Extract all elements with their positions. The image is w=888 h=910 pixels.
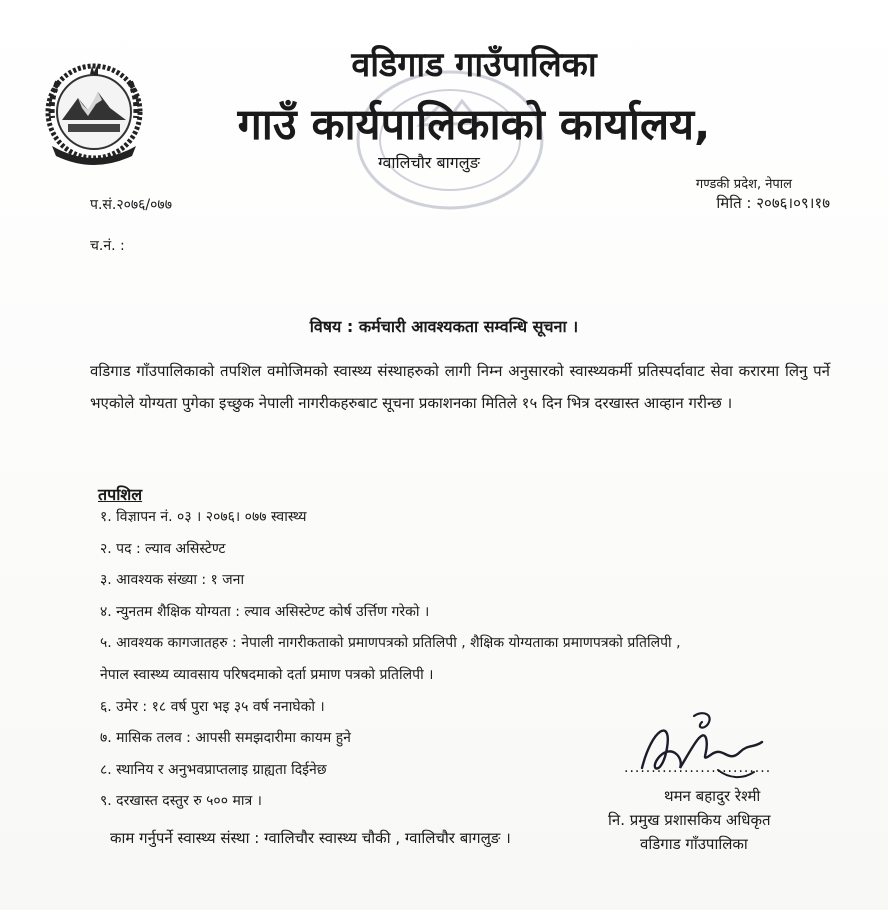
reference-number: प.सं.२०७६/०७७ <box>90 197 172 213</box>
office-address: ग्वालिचौर बागलुङ <box>378 153 480 172</box>
schedule-heading: तपशिल <box>98 485 143 504</box>
workplace-text: काम गर्नुपर्ने स्वास्थ्य संस्था : ग्वालिचौर स्वास्थ्य चौकी , ग्वालिचौर बागलुङ । <box>110 829 511 847</box>
schedule-item-qualification: ४. न्युनतम शैक्षिक योग्यता : ल्याव असिस्टेण्ट कोर्ष उर्त्तिण गरेको । <box>100 603 430 620</box>
schedule-item-age: ६. उमेर : १८ वर्ष पुरा भइ ३५ वर्ष ननाघेको । <box>100 698 325 715</box>
handwritten-signature <box>632 708 772 790</box>
notice-subject: विषय : कर्मचारी आवश्यकता सम्वन्धि सूचना । <box>309 317 579 336</box>
schedule-item-count: ३. आवश्यक संख्या : १ जना <box>100 572 245 588</box>
schedule-item-ad-number: १. विज्ञापन नं. ०३ । २०७६। ०७७ स्वास्थ्य <box>100 509 307 525</box>
schedule-item-priority: ८. स्थानिय र अनुभवप्राप्तलाइ ग्राह्यता दिईनेछ <box>100 761 327 778</box>
province-label: गण्डकी प्रदेश, नेपाल <box>695 177 792 192</box>
signatory-post: नि. प्रमुख प्रशासकिय अधिकृत <box>608 811 771 829</box>
schedule-item-documents: ५. आवश्यक कागजातहरु : नेपाली नागरीकताको प्रमाणपत्रको प्रतिलिपी , शैक्षिक योग्यताका प्रमाणपत्रको प्रतिलिपी , <box>100 635 681 651</box>
signatory-name: थमन बहादुर रेश्मी <box>664 787 761 805</box>
schedule-item-fee: ९. दरखास्त दस्तुर रु ५०० मात्र । <box>100 793 262 809</box>
schedule-item-salary: ७. मासिक तलव : आपसी समझदारीमा कायम हुने <box>100 730 351 746</box>
notice-body: वडिगाड गाँउपालिकाको तपशिल वमोजिमको स्वास्थ्य संस्थाहरुको लागी निम्न अनुसारको स्वास्थ्यकर्मी प्रतिस्पर्दावाट सेवा करारमा लिनु पर्ने भएकोले योग्यता पुगेका इच्छुक नेपाली नागरीकहरुबाट सूचना प्रकाशनका मितिले १५ दिन भित्र दरखास्त आव्हान गरीन्छ । <box>90 362 830 412</box>
schedule-item-position: २. पद : ल्याव असिस्टेण्ट <box>100 540 226 557</box>
letter-date: मिति : २०७६।०९।१७ <box>716 194 830 212</box>
signatory-organization: वडिगाड गाँउपालिका <box>640 835 748 853</box>
municipality-name: वडिगाड गाउँपालिका <box>351 45 597 85</box>
signature-line: ........................... <box>624 760 772 776</box>
dispatch-number: च.नं. : <box>90 238 125 254</box>
office-name: गाउँ कार्यपालिकाको कार्यालय, <box>237 100 711 150</box>
schedule-item-documents-cont: नेपाल स्वास्थ्य व्यावसाय परिषदमाको दर्ता प्रमाण पत्रको प्रतिलिपी । <box>100 666 434 683</box>
